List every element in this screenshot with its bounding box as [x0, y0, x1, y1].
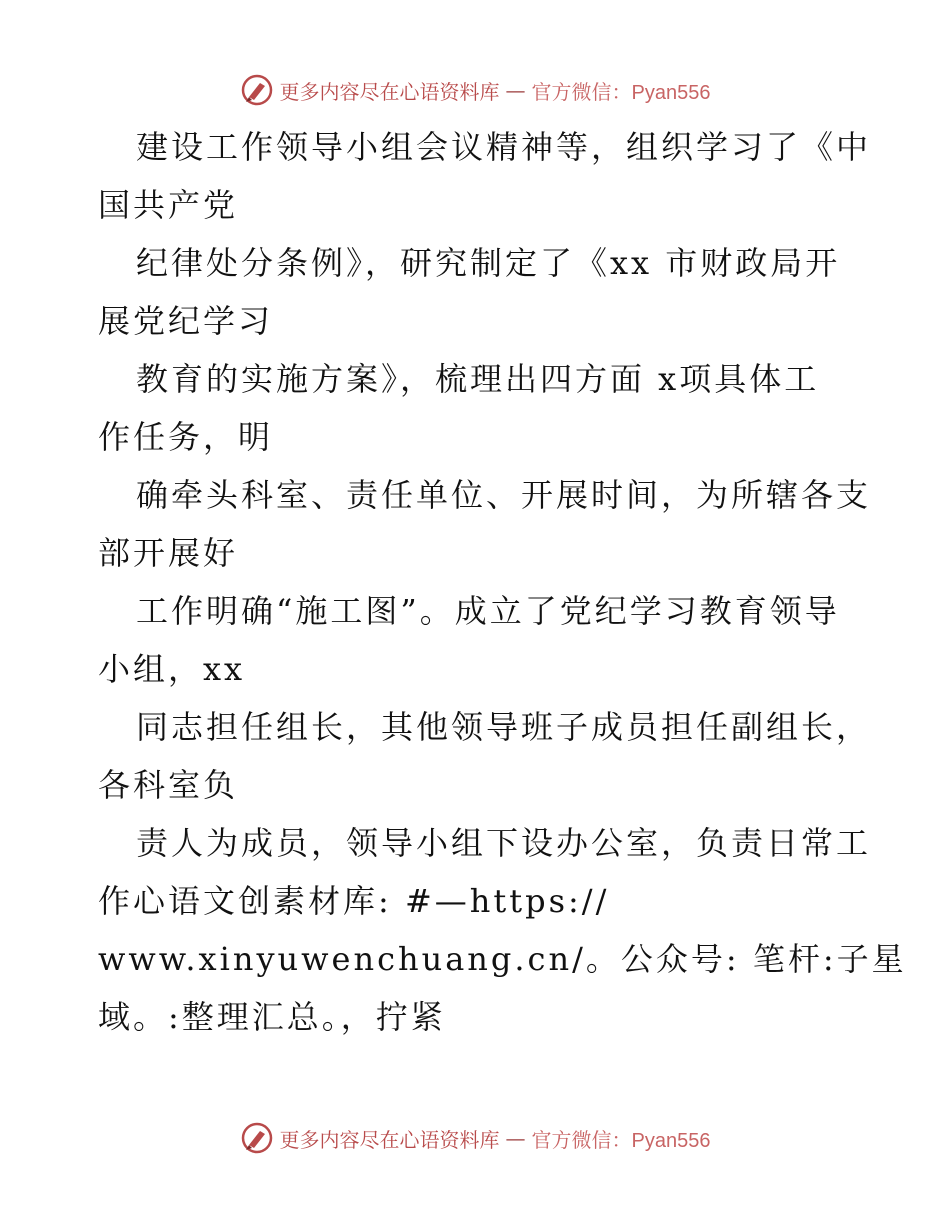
header-watermark-banner — [0, 70, 950, 110]
document-body — [98, 118, 907, 1046]
banner-main-text: 更多内容尽在心语资料库 — [279, 79, 500, 104]
paragraph-line: 教育的实施方案》，梳理出四方面 x项具体工 — [136, 360, 820, 398]
paragraph-line: 工作明确“施工图”。成立了党纪学习教育领导 — [136, 592, 840, 630]
paragraph-line: 纪律处分条例》，研究制定了《xx 市财政局开 — [136, 244, 841, 282]
banner-main-text: 更多内容尽在心语资料库 — [279, 1127, 500, 1152]
paragraph-line: 域。:整理汇总。，拧紧 — [98, 998, 446, 1036]
paragraph-line: 作任务，明 — [98, 418, 274, 456]
paragraph-line: 部开展好 — [98, 534, 239, 572]
paragraph-line: 同志担任组长，其他领导班子成员担任副组长， — [136, 708, 872, 746]
paragraph-line: 建设工作领导小组会议精神等，组织学习了《中 — [136, 128, 872, 166]
footer-watermark-banner — [0, 1118, 950, 1158]
paragraph-line: 作心语文创素材库: #—https:// — [98, 882, 610, 920]
paragraph-line: 国共产党 — [98, 186, 239, 224]
banner-wechat-text: 官方微信：Pyan556 — [531, 1129, 711, 1152]
paragraph-line: 展党纪学习 — [98, 302, 274, 340]
paragraph-line: 确牵头科室、责任单位、开展时间，为所辖各支 — [136, 476, 872, 514]
banner-wechat-text: 官方微信：Pyan556 — [531, 81, 711, 104]
paragraph-line: www.xinyuwenchuang.cn/。公众号: 笔杆:子星 — [98, 940, 907, 978]
paragraph-line: 小组，xx — [98, 650, 246, 688]
pen-nib-logo-icon — [240, 1121, 274, 1155]
paragraph-line: 责人为成员，领导小组下设办公室，负责日常工 — [136, 824, 872, 862]
pen-nib-logo-icon — [240, 73, 274, 107]
banner-separator: — — [505, 78, 526, 102]
banner-separator: — — [505, 1126, 526, 1150]
paragraph-line: 各科室负 — [98, 766, 239, 804]
